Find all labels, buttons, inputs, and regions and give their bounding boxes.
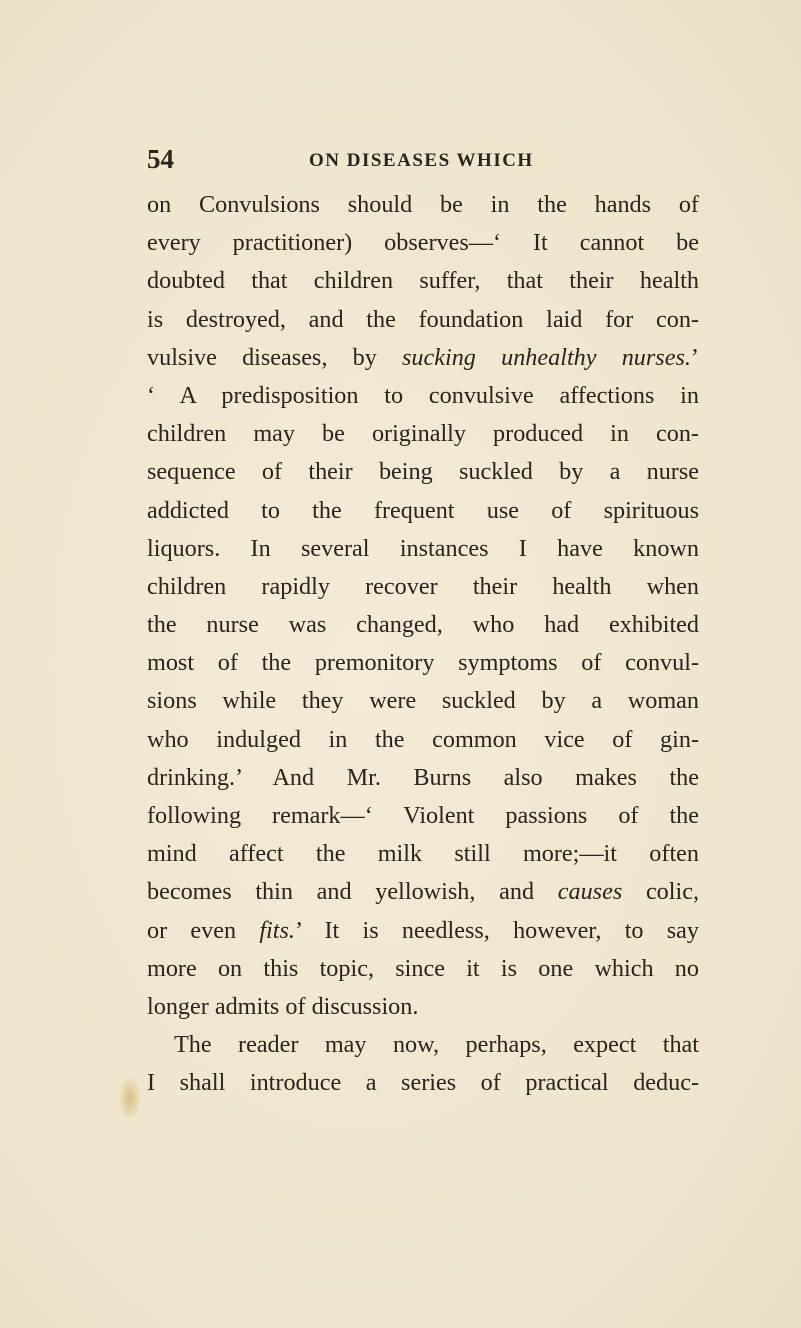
- text-line: more on this topic, since it is one which no: [147, 954, 699, 982]
- text-line: sions while they were suckled by a woman: [147, 687, 699, 715]
- text-segment: vulsive diseases, by: [147, 343, 403, 371]
- text-line: on Convulsions should be in the hands of: [147, 191, 699, 218]
- text-line: [147, 873, 699, 911]
- text-segment: ’ It is needless, however, to say: [294, 916, 699, 944]
- text-line: who indulged in the common vice of gin-: [147, 725, 699, 753]
- text-line: liquors. In several instances I have known: [147, 534, 699, 562]
- text-line: I shall introduce a series of practical deduc-: [147, 1069, 699, 1097]
- text-line: children may be originally produced in con-: [147, 420, 699, 448]
- text-line: [147, 339, 699, 377]
- running-head: ON DISEASES WHICH: [309, 150, 534, 171]
- text-segment: becomes thin and yellowish, and: [147, 878, 558, 906]
- text-line: [147, 912, 699, 950]
- text-line: is destroyed, and the foundation laid for con-: [147, 305, 699, 333]
- text-line: sequence of their being suckled by a nurse: [147, 458, 699, 486]
- page-number: 54: [147, 144, 174, 174]
- text-line: addicted to the frequent use of spirituous: [147, 496, 699, 524]
- text-segment: or even: [147, 916, 260, 944]
- paragraph-start-line: The reader may now, perhaps, expect that: [174, 1031, 699, 1059]
- text-segment: ’: [690, 343, 699, 371]
- body-text: [147, 186, 699, 1103]
- text-line: following remark—‘ Violent passions of the: [147, 802, 699, 829]
- text-line: ‘ A predisposition to convulsive affections in: [147, 381, 699, 409]
- text-line: mind affect the milk still more;—it often: [147, 840, 699, 868]
- italic-word: fits.: [259, 916, 295, 944]
- text-line: drinking.’ And Mr. Burns also makes the: [147, 763, 699, 791]
- text-line: most of the premonitory symptoms of convul-: [147, 649, 699, 677]
- text-line: every practitioner) observes—‘ It cannot be: [147, 229, 699, 257]
- page-stain: [120, 1078, 140, 1118]
- italic-phrase: sucking unhealthy nurses.: [402, 343, 691, 371]
- text-line: children rapidly recover their health when: [147, 572, 699, 600]
- text-line: the nurse was changed, who had exhibited: [147, 611, 699, 639]
- page-header: [147, 142, 707, 176]
- text-segment: colic,: [622, 878, 699, 906]
- paragraph-end-line: longer admits of discussion.: [147, 992, 419, 1020]
- text-line: doubted that children suffer, that their health: [147, 267, 699, 295]
- italic-word: causes: [557, 878, 623, 906]
